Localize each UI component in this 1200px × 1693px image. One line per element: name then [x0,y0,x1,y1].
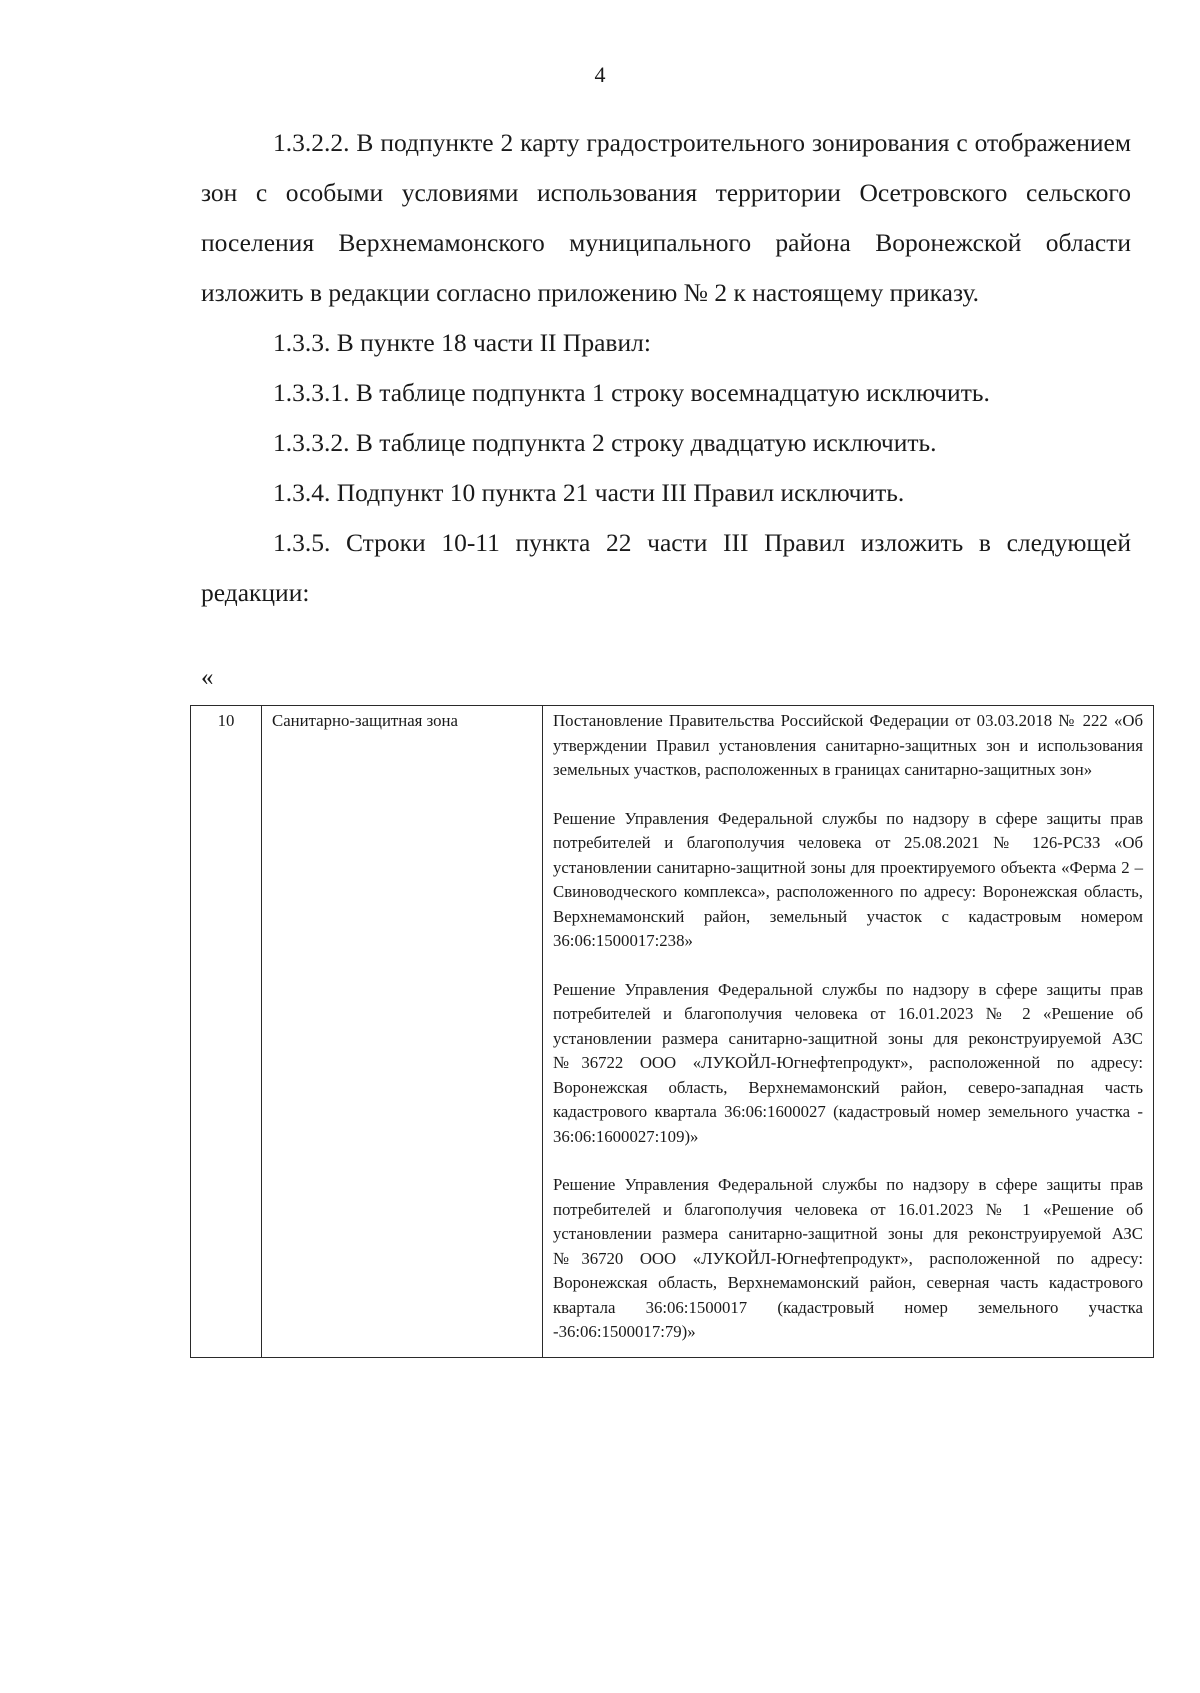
row-number-cell: 10 [191,706,262,1358]
document-entry: Постановление Правительства Российской Федерации от 03.03.2018 № 222 «Об утверждении Правил установления санитарно-защитных зон и использования земельных участков, расположенных в границах санитарно-защитных зон» [553,711,1143,779]
documents-cell [543,706,1154,1358]
paragraph-1-3-5: 1.3.5. Строки 10-11 пункта 22 части III Правил изложить в следующей редакции: [201,528,1131,607]
table-row [191,706,1154,1358]
zones-table [190,705,1154,1358]
paragraph-1-3-4: 1.3.4. Подпункт 10 пункта 21 части III Правил исключить. [273,478,905,507]
paragraph-1-3-2-2: 1.3.2.2. В подпункте 2 карту градостроительного зонирования с отображением зон с особыми условиями использования территории Осетровского сельского поселения Верхнемамонского муниципального района Воронежской области изложить в редакции согласно приложению № 2 к настоящему приказу. [201,128,1131,307]
paragraph-1-3-3: 1.3.3. В пункте 18 части II Правил: [273,328,651,357]
opening-quote-mark: « [201,664,214,691]
document-entry: Решение Управления Федеральной службы по надзору в сфере защиты прав потребителей и благополучия человека от 16.01.2023 № 2 «Решение об установлении размера санитарно-защитной зоны для реконструируемой АЗС №36722 ООО «ЛУКОЙЛ-Югнефтепродукт», расположенной по адресу: Воронежская область, Верхнемамонский район, северо-западная часть кадастрового квартала 36:06:1600027 (кадастровый номер земельного участка - 36:06:1600027:109)» [553,979,1143,1146]
paragraph-1-3-3-2: 1.3.3.2. В таблице подпункта 2 строку двадцатую исключить. [273,428,937,457]
document-body [201,118,1131,618]
document-entry: Решение Управления Федеральной службы по надзору в сфере защиты прав потребителей и благополучия человека от 16.01.2023 № 1 «Решение об установлении размера санитарно-защитной зоны для реконструируемой АЗС №36720 ООО «ЛУКОЙЛ-Югнефтепродукт», расположенной по адресу: Воронежская область, Верхнемамонский район, северная часть кадастрового квартала 36:06:1500017 (кадастровый номер земельного участка -36:06:1500017:79)» [553,1175,1143,1341]
paragraph-1-3-3-1: 1.3.3.1. В таблице подпункта 1 строку восемнадцатую исключить. [273,378,990,407]
zone-name-cell: Санитарно-защитная зона [262,706,543,1358]
page-number: 4 [594,62,606,87]
document-entry: Решение Управления Федеральной службы по надзору в сфере защиты прав потребителей и благополучия человека от 25.08.2021 № 126-РСЗЗ «Об установлении санитарно-защитной зоны для проектируемого объекта «Ферма 2 – Свиноводческого комплекса», расположенного по адресу: Воронежская область, Верхнемамонский район, земельный участок с кадастровым номером 36:06:1500017:238» [553,808,1143,950]
